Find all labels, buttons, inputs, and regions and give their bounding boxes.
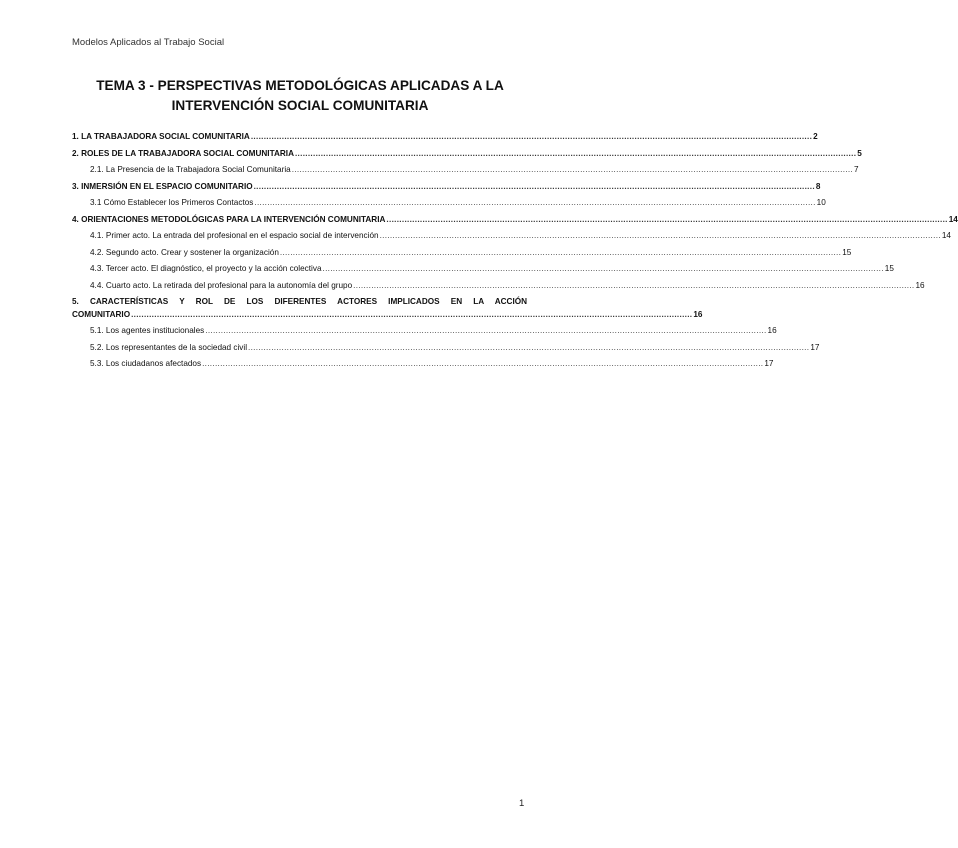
toc-entry-5-2[interactable]: [72, 342, 820, 353]
title-line-1: TEMA 3 - PERSPECTIVAS METODOLÓGICAS APLICADAS A LA: [96, 78, 504, 93]
toc-entry-label: 4.1. Primer acto. La entrada del profesional en el espacio social de intervención: [90, 231, 379, 240]
toc-entry-page: 15: [884, 264, 894, 273]
toc-leader-dots: ..........................................................................................................................................................................................................................: [291, 165, 854, 174]
toc-entry-5-line-2[interactable]: [72, 309, 703, 320]
toc-entry-page: 16: [693, 309, 703, 319]
toc-entry-4[interactable]: [72, 214, 958, 225]
toc-leader-dots: ..........................................................................................................................................................................................................................: [202, 359, 764, 368]
toc-leader-dots: ..........................................................................................................................................................................................................................: [279, 247, 842, 257]
toc-leader-dots: ..........................................................................................................................................................................................................................: [131, 309, 693, 319]
toc-entry-page: 8: [815, 181, 821, 191]
toc-leader-dots: ..........................................................................................................................................................................................................................: [253, 181, 815, 191]
toc-entry-2-1[interactable]: [72, 164, 859, 175]
toc-entry-label: 4.2. Segundo acto. Crear y sostener la organización: [90, 247, 279, 257]
toc-entry-label: 5.1. Los agentes institucionales: [90, 326, 205, 335]
toc-leader-dots: ..........................................................................................................................................................................................................................: [379, 231, 941, 240]
toc-entry-label: 5.2. Los representantes de la sociedad civil: [90, 342, 248, 352]
toc-entry-label: 5. CARACTERÍSTICAS Y ROL DE LOS DIFERENTES ACTORES IMPLICADOS EN LA ACCIÓN: [72, 297, 527, 306]
toc-entry-2[interactable]: [72, 148, 862, 159]
toc-leader-dots: ..........................................................................................................................................................................................................................: [250, 132, 813, 141]
toc-entry-label: COMUNITARIO: [72, 309, 131, 319]
toc-entry-label: 3.1 Cómo Establecer los Primeros Contactos: [90, 198, 254, 207]
toc-entry-page: 17: [764, 359, 774, 368]
title-line-2: INTERVENCIÓN SOCIAL COMUNITARIA: [171, 98, 429, 113]
toc-entry-page: 17: [810, 342, 820, 352]
toc-entry-3[interactable]: [72, 181, 821, 192]
toc-entry-page: 14: [941, 231, 951, 240]
toc-entry-page: 10: [816, 198, 826, 207]
toc-entry-page: 16: [915, 280, 925, 290]
toc-entry-label: 5.3. Los ciudadanos afectados: [90, 359, 202, 368]
toc-leader-dots: ..........................................................................................................................................................................................................................: [294, 148, 857, 158]
toc-entry-4-3[interactable]: [72, 263, 894, 274]
toc-leader-dots: ..........................................................................................................................................................................................................................: [205, 326, 767, 335]
toc-entry-label: 4.3. Tercer acto. El diagnóstico, el proyecto y la acción colectiva: [90, 264, 322, 273]
toc-entry-label: 4.4. Cuarto acto. La retirada del profesional para la autonomía del grupo: [90, 280, 353, 290]
document-title: [60, 76, 540, 116]
toc-leader-dots: ..........................................................................................................................................................................................................................: [254, 198, 816, 207]
toc-entry-5-line-1[interactable]: [72, 296, 527, 307]
table-of-contents: [72, 131, 958, 375]
toc-entry-label: 4. ORIENTACIONES METODOLÓGICAS PARA LA INTERVENCIÓN COMUNITARIA: [72, 214, 386, 224]
toc-entry-5-3[interactable]: [72, 358, 774, 369]
toc-entry-4-1[interactable]: [72, 230, 951, 241]
toc-entry-label: 1. LA TRABAJADORA SOCIAL COMUNITARIA: [72, 132, 250, 141]
toc-leader-dots: ..........................................................................................................................................................................................................................: [322, 264, 884, 273]
toc-leader-dots: ..........................................................................................................................................................................................................................: [248, 342, 810, 352]
toc-entry-page: 7: [854, 165, 859, 174]
toc-leader-dots: ..........................................................................................................................................................................................................................: [353, 280, 915, 290]
running-header: Modelos Aplicados al Trabajo Social: [72, 37, 225, 48]
toc-entry-page: 5: [857, 148, 862, 158]
toc-entry-5-1[interactable]: [72, 325, 777, 336]
toc-entry-label: 3. INMERSIÓN EN EL ESPACIO COMUNITARIO: [72, 181, 253, 191]
toc-entry-1[interactable]: [72, 131, 818, 142]
toc-entry-3-1[interactable]: [72, 197, 826, 208]
toc-entry-label: 2.1. La Presencia de la Trabajadora Social Comunitaria: [90, 165, 291, 174]
page-number: 1: [519, 798, 525, 809]
toc-entry-page: 2: [813, 132, 818, 141]
toc-entry-page: 14: [948, 214, 958, 224]
toc-entry-page: 15: [842, 247, 852, 257]
toc-entry-page: 16: [767, 326, 777, 335]
toc-entry-4-2[interactable]: [72, 247, 852, 258]
toc-leader-dots: ..........................................................................................................................................................................................................................: [386, 214, 948, 224]
toc-entry-label: 2. ROLES DE LA TRABAJADORA SOCIAL COMUNITARIA: [72, 148, 294, 158]
toc-entry-4-4[interactable]: [72, 280, 925, 291]
